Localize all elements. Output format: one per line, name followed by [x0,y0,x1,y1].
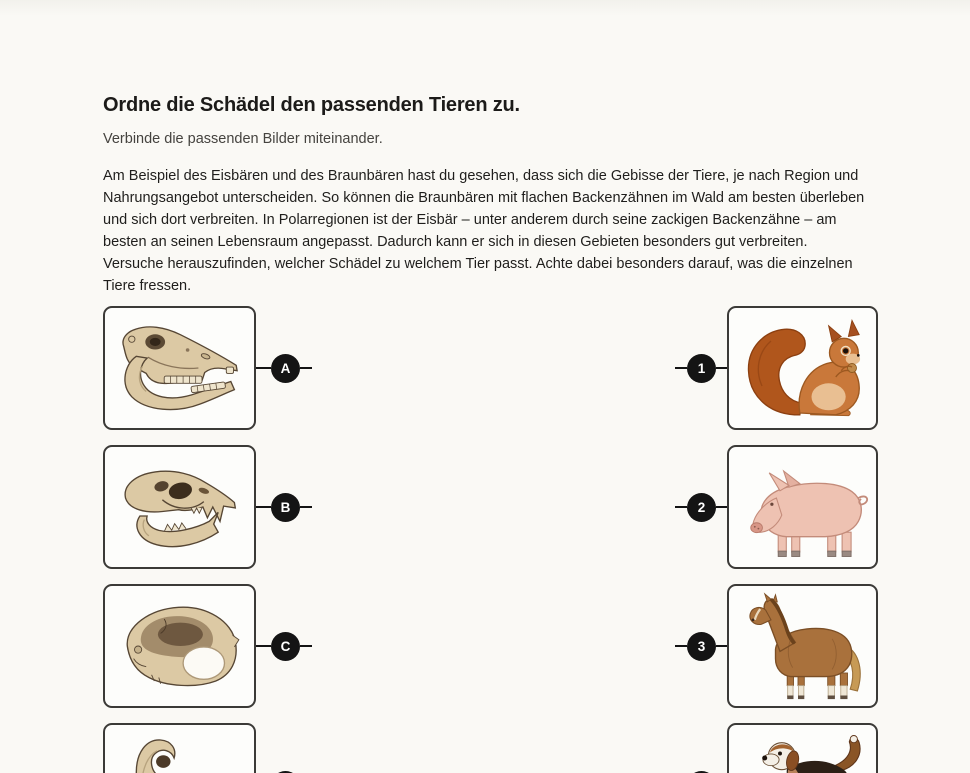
pig-box[interactable] [727,445,878,569]
dog-illustration [735,731,870,773]
connector-dot-2[interactable]: 2 [687,493,716,522]
connector-stub [675,367,687,369]
connector-dot-1[interactable]: 1 [687,354,716,383]
connector-stub [300,367,312,369]
connector-dot-b[interactable]: B [271,493,300,522]
intro-paragraph-1: Am Beispiel des Eisbären und des Braunbären hast du gesehen, dass sich die Gebisse der Tiere, je nach Region und Nahrungsangebot unterscheiden. So können die Braunbären mit flachen Backenzähnen im Wald am besten überleben und sich dort verbreiten. In Polarregionen ist der Eisbär – unter anderem durch seine zackigen Backenzähne – am besten an seinen Lebensraum angepasst. Dadurch kann er sich in diesen Gebieten besonders gut verbreiten. [103,168,865,250]
match-item-b [103,445,312,569]
crested-skull-box[interactable] [103,723,256,773]
connector-line [256,645,271,647]
match-item-d [103,723,312,773]
dog-box[interactable] [727,723,878,773]
connector-stub [300,645,312,647]
squirrel-illustration [735,314,870,422]
connector-dot-a[interactable]: A [271,354,300,383]
match-item-2 [675,445,878,569]
connector-stub [675,506,687,508]
connector-line [716,367,727,369]
connector-line [716,645,727,647]
pig-illustration [735,453,870,561]
match-item-4 [675,723,878,773]
intro-text [103,165,878,297]
connector-line [716,506,727,508]
connector-line [256,367,271,369]
page-title: Ordne die Schädel den passenden Tieren zu. [103,94,520,116]
matching-exercise [103,306,878,773]
page-subtitle: Verbinde die passenden Bilder miteinander. [103,131,383,147]
animal-column [675,306,878,773]
connector-dot-3[interactable]: 3 [687,632,716,661]
squirrel-box[interactable] [727,306,878,430]
crested-skull-illustration [111,731,248,773]
horse-skull-illustration [111,314,248,422]
match-item-3 [675,584,878,708]
connector-stub [300,506,312,508]
horse-illustration [735,592,870,700]
connector-line [256,506,271,508]
connector-stub [675,645,687,647]
worksheet-content [103,0,878,773]
intro-paragraph-2: Versuche herauszufinden, welcher Schädel zu welchem Tier passt. Achte dabei besonders darauf, was die einzelnen Tiere fressen. [103,256,853,294]
skull-column [103,306,312,773]
match-item-c [103,584,312,708]
rodent-skull-illustration [111,592,248,700]
connector-dot-c[interactable]: C [271,632,300,661]
match-item-a [103,306,312,430]
predator-skull-box[interactable] [103,445,256,569]
predator-skull-illustration [111,453,248,561]
match-item-1 [675,306,878,430]
rodent-skull-box[interactable] [103,584,256,708]
horse-skull-box[interactable] [103,306,256,430]
horse-box[interactable] [727,584,878,708]
